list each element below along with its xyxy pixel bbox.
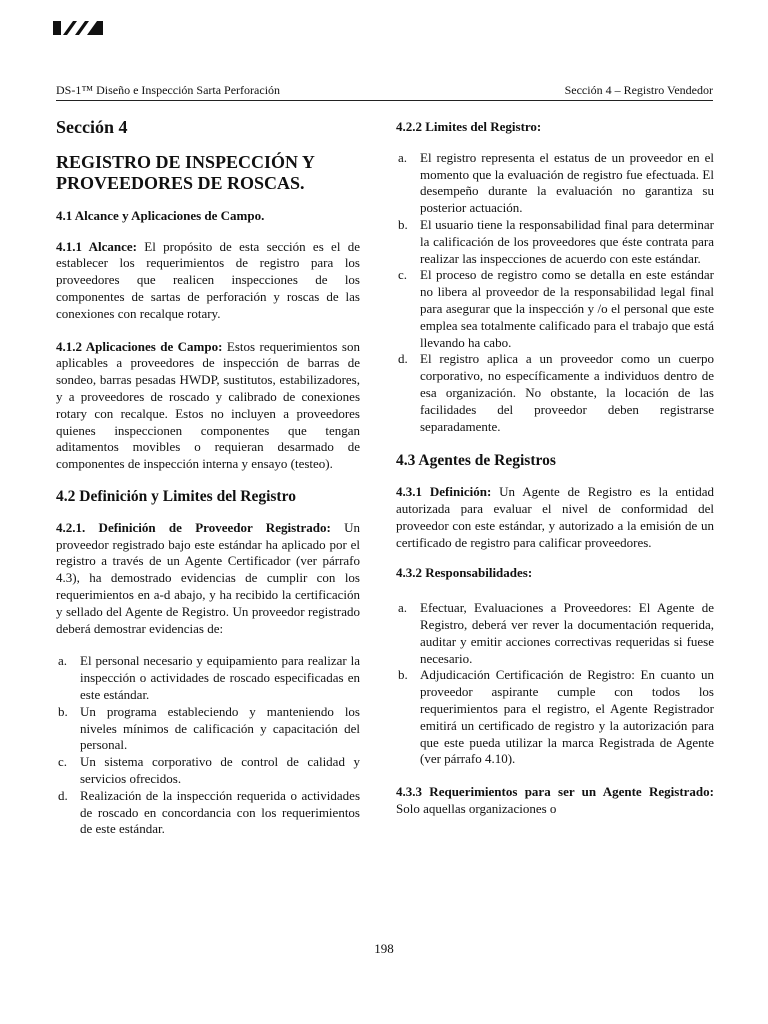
paragraph-4-3-3 [396, 784, 714, 818]
list-letter: a. [58, 653, 68, 669]
paragraph-4-1-2 [56, 339, 360, 473]
list-text: El registro aplica a un proveedor como un cuerpo corporativo, no específicamente a individuos dentro de esa organización. No obstante, la locación de las facilidades del proveedor deben registrarse separadamente. [420, 351, 714, 434]
list-text: El usuario tiene la responsabilidad final para determinar la calificación de los proveedores que éste contrata para realizar las inspecciones de acuerdo con este estándar. [420, 216, 714, 266]
left-column [56, 113, 360, 838]
heading-4-3-2: 4.3.2 Responsabilidades: [396, 565, 533, 581]
responsibilities-list [396, 600, 714, 768]
list-item [396, 150, 714, 217]
page-number: 198 [374, 941, 394, 956]
heading-4-2: 4.2 Definición y Limites del Registro [56, 487, 296, 505]
lead-4-2-1: 4.2.1. Definición de Proveedor Registrado: [56, 519, 331, 535]
list-letter: b. [398, 216, 408, 232]
list-letter: a. [398, 149, 408, 165]
right-column [396, 113, 714, 818]
list-item [56, 754, 360, 788]
list-letter: c. [58, 754, 68, 770]
requirements-list [56, 653, 360, 838]
header-rule [56, 100, 713, 101]
text-4-1-2: Estos requerimientos son aplicables a proveedores de inspección de barras de sondeo, barras pesadas HWDP, sustitutos, estabilizadores, y a proveedores de roscado y calibrado de conexiones rotary con recalque. Estos no incluyen a proveedores quienes inspeccionen componentes que tengan aditamentos movibles o requieran desarmado de componentes de inspección interna y ensayo (testeo). [56, 338, 360, 472]
list-text: Adjudicación Certificación de Registro: En cuanto un proveedor aspirante cumple con todos los requerimientos para el registro, el Agente Registrador emitirá un certificado de registro y la autorización para que este pueda utilizar la marca Registrada de Agente (ver párrafo 4.10). [420, 667, 714, 767]
list-text: El personal necesario y equipamiento para realizar la inspección o actividades de roscado especificadas en este estándar. [80, 653, 360, 702]
list-letter: d. [58, 787, 68, 803]
text-4-3-3: Solo aquellas organizaciones o [396, 800, 557, 816]
list-item [396, 600, 714, 667]
list-letter: b. [58, 703, 68, 719]
paragraph-4-1-1 [56, 239, 360, 323]
heading-4-3: 4.3 Agentes de Registros [396, 452, 556, 470]
paragraph-4-2-1 [56, 520, 360, 638]
lead-4-1-2: 4.1.2 Aplicaciones de Campo: [56, 338, 223, 354]
list-item [396, 351, 714, 435]
list-item [396, 267, 714, 351]
list-item [396, 217, 714, 267]
heading-4-2-2: 4.2.2 Limites del Registro: [396, 119, 542, 134]
list-text: Realización de la inspección requerida o actividades de roscado en concordancia con los requerimientos de este estándar. [80, 787, 360, 837]
list-item [56, 788, 360, 838]
lead-4-3-1: 4.3.1 Definición: [396, 484, 492, 500]
list-item [56, 704, 360, 754]
text-4-1-1: El propósito de esta sección es el de establecer los requerimientos de registro para los proveedores que realicen inspecciones de los componentes de sartas de perforación y roscas de las conexiones con recalque rotary. [56, 238, 361, 321]
list-text: Un programa estableciendo y manteniendo los niveles mínimos de calificación y capacitación del personal. [80, 703, 360, 753]
list-text: Efectuar, Evaluaciones a Proveedores: El Agente de Registro, deberá ver rever la documentación requerida, auditar y emitir acciones correctivas requeridas si fuese necesario. [420, 600, 714, 666]
text-4-2-1: Un proveedor registrado bajo este estándar ha aplicado por el registro a través de un Agente Certificador (ver párrafo 4.3), ha demostrado evidencias de cumplir con los requerimientos en a-d abajo, y ha recibido la certificación y sellado del Agente de Registro. Un proveedor registrado deberá demostrar evidencias de: [56, 519, 360, 636]
list-text: El proceso de registro como se detalla en este estándar no libera al proveedor de la responsabilidad legal final para asegurar que la inspección y /o el personal que este emplea sea totalmente calificado para el trabajo que está llevando ha cabo. [420, 267, 714, 350]
list-letter: c. [398, 267, 408, 283]
section-number: Sección 4 [56, 117, 128, 137]
list-text: Un sistema corporativo de control de calidad y servicios ofrecidos. [80, 754, 360, 786]
lead-4-1-1: 4.1.1 Alcance: [56, 238, 137, 254]
company-logo-icon [53, 19, 103, 37]
list-letter: d. [398, 351, 408, 367]
running-header-right: Sección 4 – Registro Vendedor [564, 83, 713, 97]
text-4-3-1: Un Agente de Registro es la entidad autorizada para evaluar el nivel de conformidad del proveedor con este estándar, y autorizado a la emisión de un certificado de registro para calificar proveedores. [396, 484, 714, 550]
lead-4-3-3: 4.3.3 Requerimientos para ser un Agente Registrado: [396, 784, 714, 800]
heading-4-1: 4.1 Alcance y Aplicaciones de Campo. [56, 207, 265, 223]
list-letter: a. [398, 600, 408, 616]
list-item [396, 667, 714, 768]
list-text: El registro representa el estatus de un proveedor en el momento que la evaluación de registro fue efectuada. El desempeño durante la evaluación no garantiza su posterior actuación. [420, 149, 714, 216]
list-letter: b. [398, 667, 408, 683]
section-title: REGISTRO DE INSPECCIÓN Y PROVEEDORES DE ROSCAS. [56, 151, 315, 193]
paragraph-4-3-1 [396, 484, 714, 551]
running-header-left: DS-1™ Diseño e Inspección Sarta Perforación [56, 83, 281, 97]
limits-list [396, 150, 714, 436]
list-item [56, 653, 360, 703]
